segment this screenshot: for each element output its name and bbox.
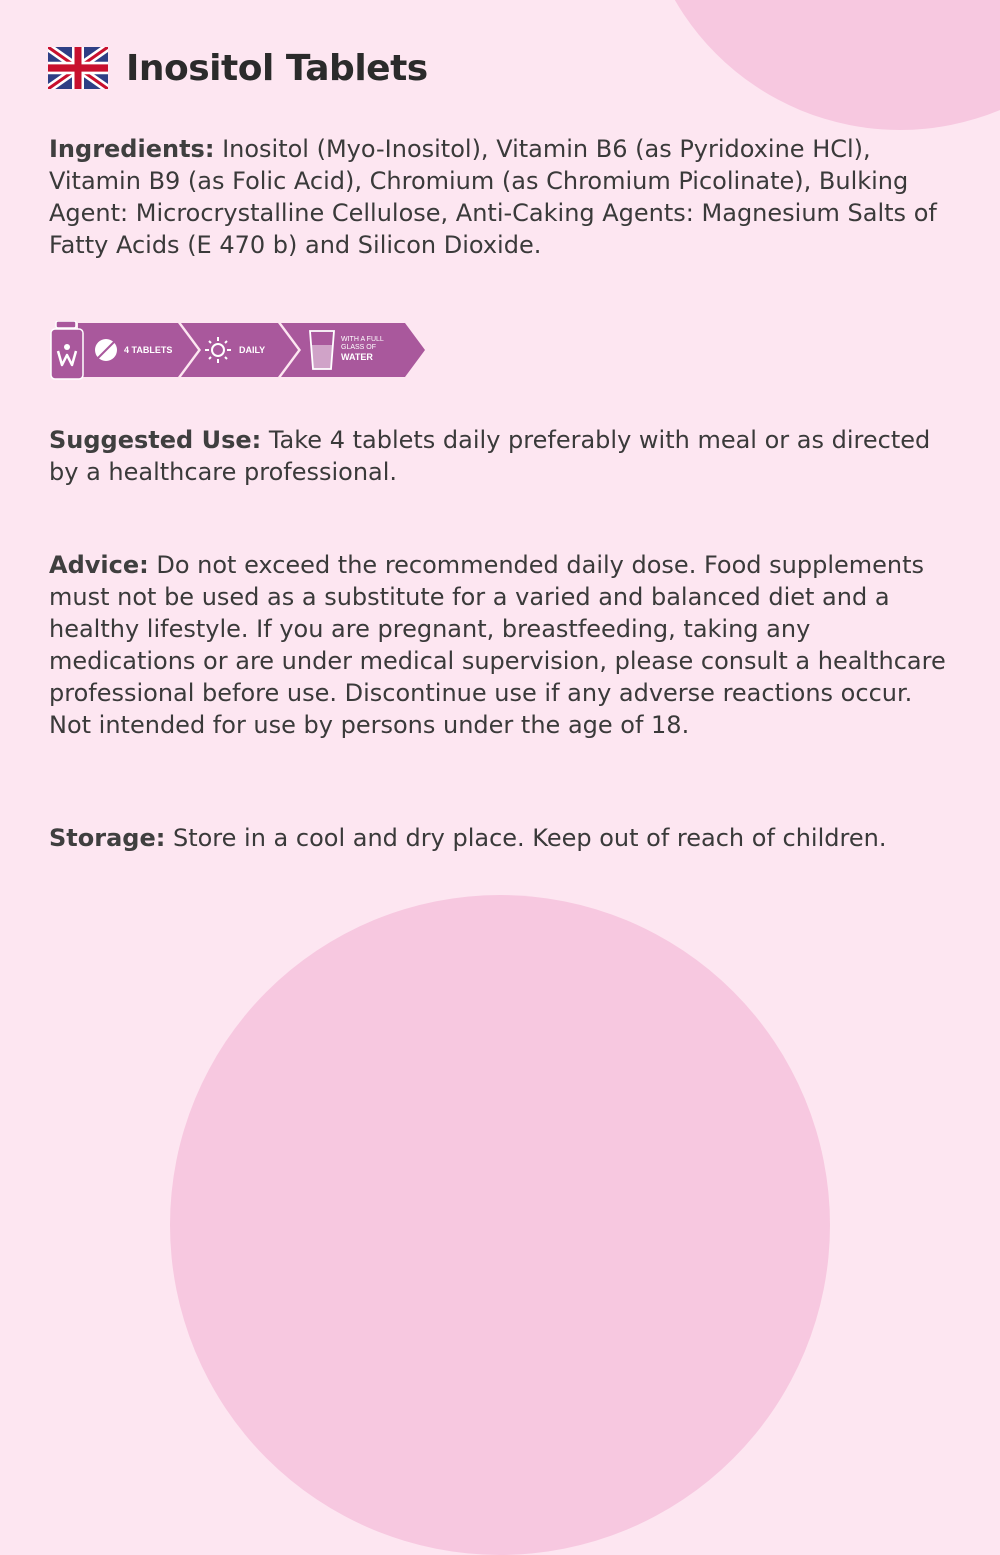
bottle-icon <box>51 321 83 379</box>
usage-banner <box>50 321 430 381</box>
ingredients-text: Inositol (Myo-Inositol), Vitamin B6 (as Pyridoxine HCl), Vitamin B9 (as Folic Acid), Chromium (as Chromium Picolinate), Bulking Agent: Microcrystalline Cellulose, Anti-Caking Agents: Magnesium Salts of Fatty Acids (E 470 b) and Silicon Dioxide. <box>49 135 937 259</box>
suggested-use-text: Take 4 tablets daily preferably with meal or as directed by a healthcare professional. <box>49 426 931 486</box>
water-label-line1: WITH A FULL <box>341 336 384 343</box>
storage-label: Storage: <box>49 824 166 852</box>
tablets-count-label: 4 TABLETS <box>124 345 173 355</box>
ingredients-section <box>49 133 949 261</box>
storage-text: Store in a cool and dry place. Keep out of reach of children. <box>165 824 887 852</box>
decorative-circle-bottom <box>170 895 830 1555</box>
water-label-line3: WATER <box>341 352 373 362</box>
page-title: Inositol Tablets <box>126 47 428 89</box>
water-label <box>341 336 384 362</box>
advice-label: Advice: <box>49 551 149 579</box>
suggested-use-section <box>49 424 949 488</box>
advice-section <box>49 549 949 741</box>
suggested-use-label: Suggested Use: <box>49 426 262 454</box>
daily-label: DAILY <box>239 345 266 355</box>
advice-text: Do not exceed the recommended daily dose. Food supplements must not be used as a substitute for a varied and balanced diet and a healthy lifestyle. If you are pregnant, breastfeeding, taking any medications or are under medical supervision, please consult a healthcare professional before use. Discontinue use if any adverse reactions occur. Not intended for use by persons under the age of 18. <box>49 551 946 739</box>
uk-flag-icon <box>48 47 108 89</box>
ingredients-label: Ingredients: <box>49 135 215 163</box>
decorative-circle-top <box>640 0 1000 130</box>
storage-section <box>49 822 949 854</box>
page-header <box>48 44 428 92</box>
water-label-line2: GLASS OF <box>341 344 377 351</box>
tablet-icon <box>95 339 117 361</box>
